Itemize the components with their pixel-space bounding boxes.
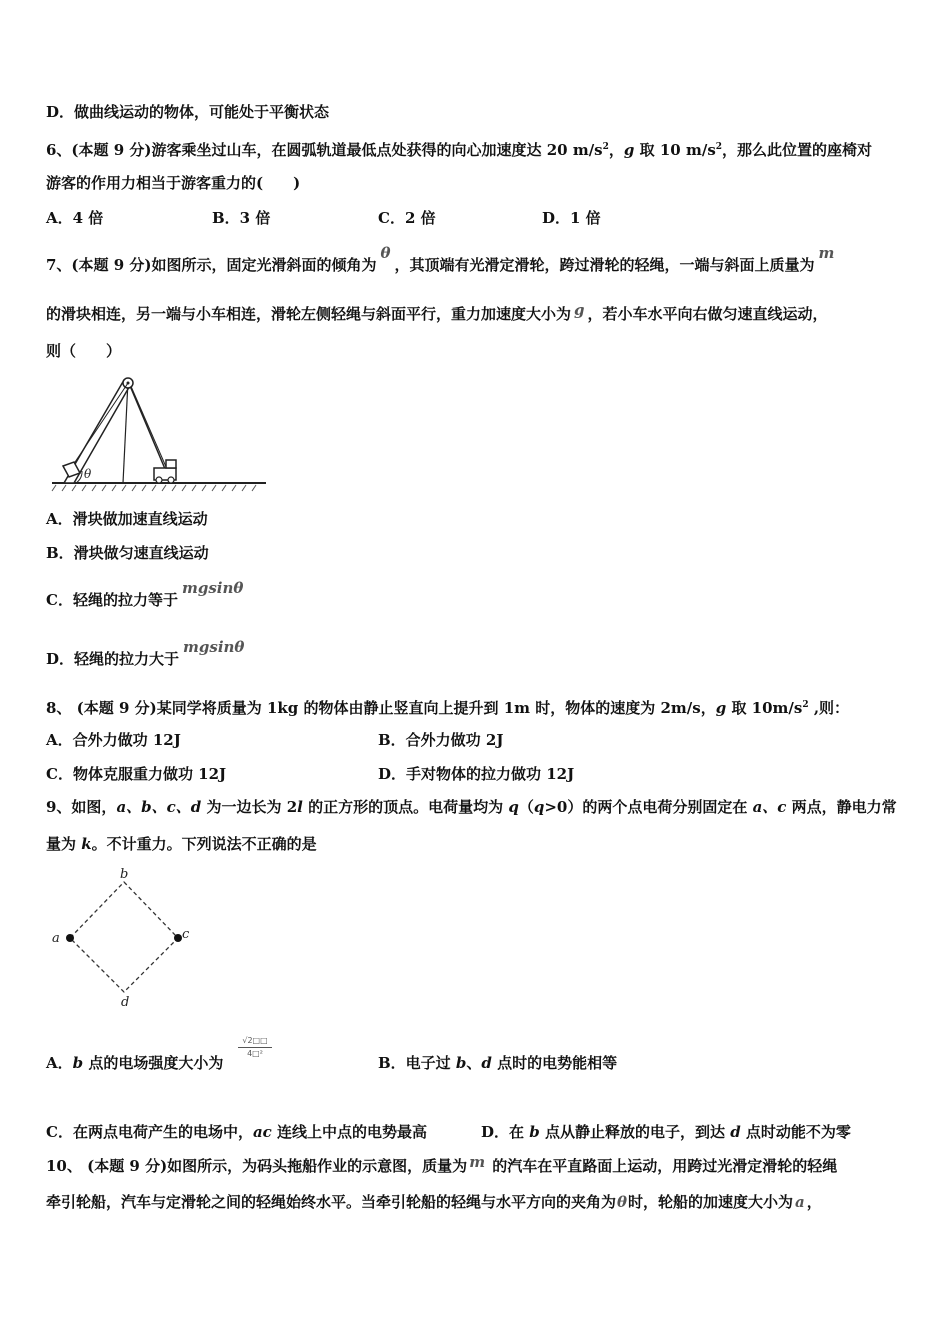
q9-label-d: d (121, 995, 130, 1010)
q7-option-c: C．轻绳的拉力等于mgsinθ (46, 579, 244, 609)
q9-charge-a (66, 934, 74, 942)
q9-option-c: C．在两点电荷产生的电场中，ac 连线上中点的电势最高 (46, 1123, 428, 1141)
q7-fig-theta-label: θ (84, 467, 92, 481)
q9-option-a-fraction: √2□□ 4□² (238, 1036, 272, 1059)
q7-stem-line1: 7、(本题 9 分)如图所示，固定光滑斜面的倾角为θ，其顶端有光滑定滑轮，跨过滑轮的轻绳，一端与斜面上质量为m (46, 244, 835, 274)
q8-option-b: B．合外力做功 2J (378, 731, 504, 749)
q9-option-a: A．b 点的电场强度大小为 (46, 1054, 224, 1072)
q8-option-c: C．物体克服重力做功 12J (46, 765, 227, 783)
q10-stem-line2: 牵引轮船，汽车与定滑轮之间的轻绳始终水平。当牵引轮船的轻绳与水平方向的夹角为θ时，轮船的加速度大小为 a ， (46, 1193, 822, 1211)
q7-option-b: B．滑块做匀速直线运动 (46, 544, 209, 562)
q7-option-a: A．滑块做加速直线运动 (46, 510, 208, 528)
q7-stem-line3: 则（ ） (46, 342, 122, 360)
q6-option-a: A．4 倍 (46, 209, 104, 227)
q9-label-a: a (52, 931, 60, 946)
q9-stem-line1: 9、如图，a、b、c、d 为一边长为 2l 的正方形的顶点。电荷量均为 q（q>0）的两个点电荷分别固定在 a、c 两点，静电力常 (46, 798, 897, 816)
q10-stem-line1: 10、 (本题 9 分)如图所示，为码头拖船作业的示意图，质量为 m 的汽车在平直路面上运动，用跨过光滑定滑轮的轻绳 (46, 1153, 838, 1175)
q9-label-b: b (120, 867, 129, 882)
q9-option-b: B．电子过 b、d 点时的电势能相等 (378, 1054, 618, 1072)
q7-option-d: D．轻绳的拉力大于mgsinθ (46, 638, 245, 668)
q6-option-b: B．3 倍 (212, 209, 271, 227)
q6-option-c: C．2 倍 (378, 209, 436, 227)
q6-stem-line1: 6、(本题 9 分)游客乘坐过山车，在圆弧轨道最低点处获得的向心加速度达 20 $m/s^2$，g 取 10 $m/s^2$，那么此位置的座椅对 (46, 141, 873, 159)
q9-option-d: D．在 b 点从静止释放的电子，到达 d 点时动能不为零 (481, 1123, 851, 1141)
q9-charge-c (174, 934, 182, 942)
q9-label-c: c (182, 927, 190, 942)
q6-option-d: D．1 倍 (542, 209, 601, 227)
q6-stem-line2: 游客的作用力相当于游客重力的( ) (46, 174, 301, 192)
q9-square-figure (46, 864, 196, 1010)
q8-stem: 8、 (本题 9 分)某同学将质量为 1kg 的物体由静止竖直向上提升到 1m 时，物体的速度为 2m/s，g 取 $10m/s^2$ ,则： (46, 699, 850, 717)
q8-option-d: D．手对物体的拉力做功 12J (378, 765, 575, 783)
q5-option-d: D．做曲线运动的物体，可能处于平衡状态 (46, 103, 330, 121)
q8-option-a: A．合外力做功 12J (46, 731, 181, 749)
q9-stem-line2: 量为 k。不计重力。下列说法不正确的是 (46, 835, 317, 853)
q7-stem-line2: 的滑块相连，另一端与小车相连，滑轮左侧轻绳与斜面平行，重力加速度大小为 g ，若小车水平向右做匀速直线运动， (46, 301, 828, 323)
q7-incline-figure (50, 372, 268, 494)
